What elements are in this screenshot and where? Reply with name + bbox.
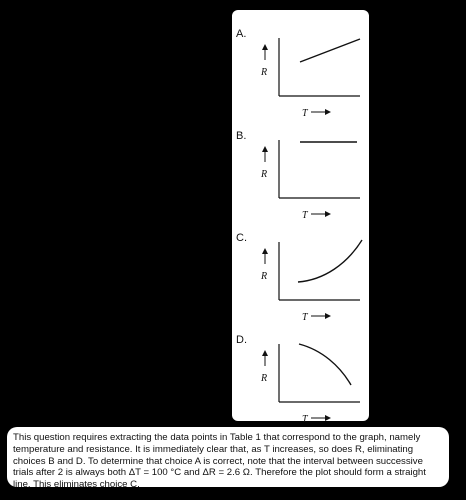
up-arrow-head-icon (262, 350, 268, 356)
option-c[interactable] (232, 224, 369, 326)
right-arrow-head-icon (325, 109, 331, 115)
right-arrow-head-icon (325, 313, 331, 319)
right-arrow-head-icon (325, 211, 331, 217)
curve-concave-down (299, 344, 351, 385)
explanation-box (7, 427, 449, 491)
option-b-graph (232, 122, 369, 224)
y-axis-label: R (261, 169, 268, 180)
y-axis-label: R (261, 271, 268, 282)
option-d-graph (232, 326, 369, 428)
explanation-text: This question requires extracting the data points in Table 1 that correspond to the graph, namely temperature and resistance. It is immediately clear that, as T increases, so does R, eliminating choices B and D. To determine that choice A is correct, note that the interval between successive trials after 2 is always both ΔT = 100 °C and ΔR = 2.6 Ω. Therefore the plot should form a straight line. This eliminates choice C. (13, 432, 426, 491)
curve-concave-up (298, 240, 362, 282)
option-a-label: A. (236, 28, 247, 40)
option-c-label: C. (236, 232, 247, 244)
option-b[interactable] (232, 122, 369, 224)
curve-line-increasing (300, 39, 360, 62)
option-c-graph (232, 224, 369, 326)
answer-choices-panel (232, 10, 369, 425)
x-axis-label: T (302, 312, 308, 323)
up-arrow-head-icon (262, 44, 268, 50)
option-a-graph (232, 20, 369, 122)
x-axis-label: T (302, 108, 308, 119)
option-d-label: D. (236, 334, 247, 346)
option-b-label: B. (236, 130, 247, 142)
x-axis-label: T (302, 210, 308, 221)
y-axis-label: R (261, 67, 268, 78)
up-arrow-head-icon (262, 146, 268, 152)
x-axis-label: T (302, 414, 308, 425)
right-arrow-head-icon (325, 415, 331, 421)
up-arrow-head-icon (262, 248, 268, 254)
option-a[interactable] (232, 20, 369, 122)
option-d[interactable] (232, 326, 369, 428)
y-axis-label: R (261, 373, 268, 384)
